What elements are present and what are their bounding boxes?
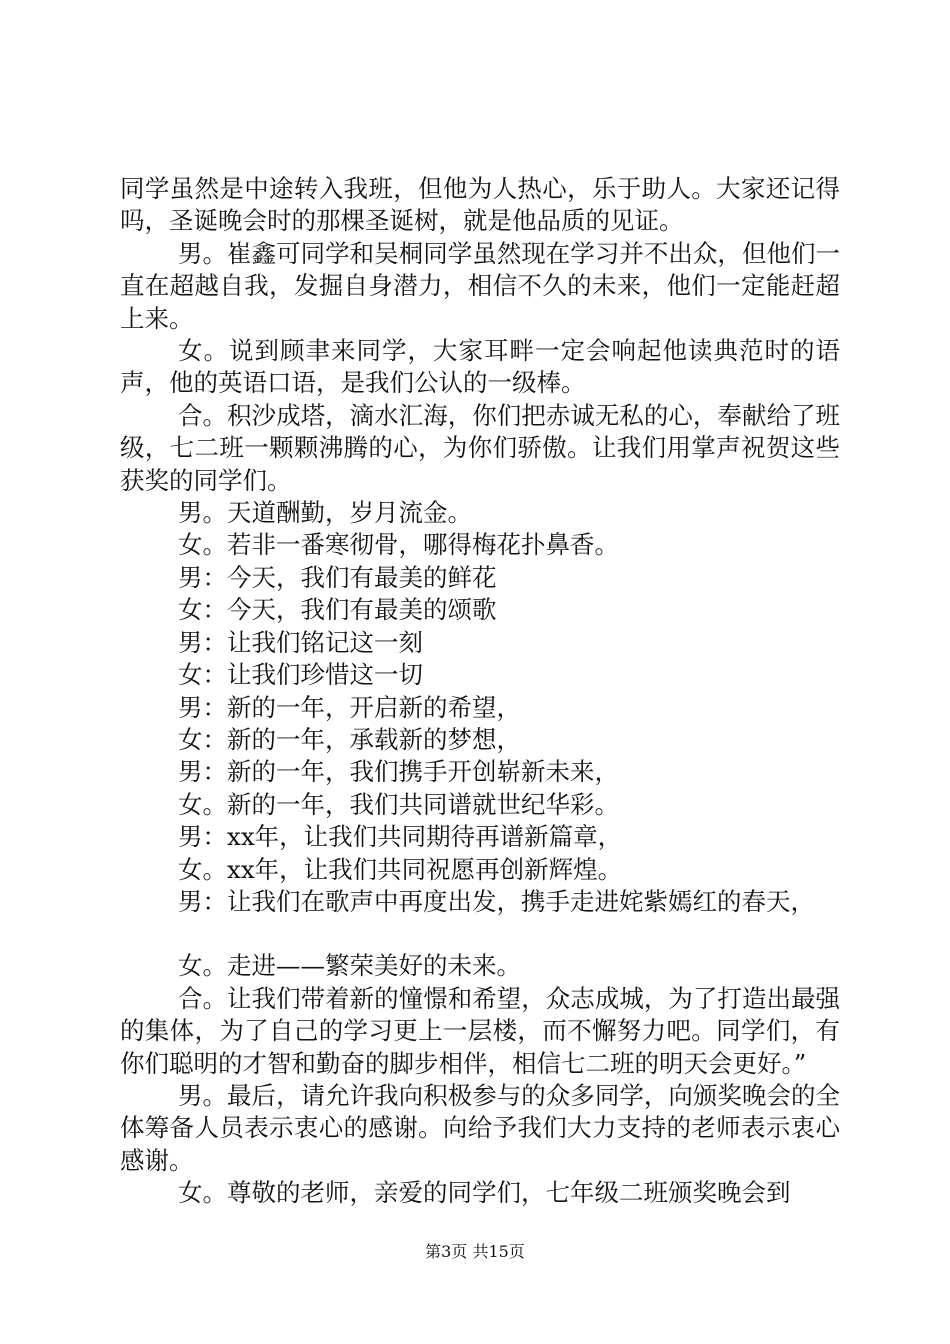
paragraph: 男：让我们铭记这一刻 <box>178 627 423 657</box>
paragraph: 女。新的一年，我们共同谱就世纪华彩。 <box>178 789 619 819</box>
paragraph: 合。让我们带着新的憧憬和希望，众志成城，为了打造出最强的集体，为了自己的学习更上一层楼，而不懈努力吧。同学们，有你们聪明的才智和勤奋的脚步相伴，相信七二班的明天会更好。” <box>120 983 840 1078</box>
paragraph: 男。最后，请允许我向积极参与的众多同学，向颁奖晚会的全体筹备人员表示衷心的感谢。向给予我们大力支持的老师表示衷心感谢。 <box>120 1080 840 1175</box>
paragraph: 男：新的一年，开启新的希望， <box>178 692 521 722</box>
document-body <box>120 173 840 1210</box>
paragraph: 男：新的一年，我们携手开创崭新未来， <box>178 757 619 787</box>
paragraph: 女。说到顾聿来同学，大家耳畔一定会响起他读典范时的语声，他的英语口语，是我们公认的一级棒。 <box>120 336 840 398</box>
paragraph: 女：让我们珍惜这一切 <box>178 660 423 690</box>
paragraph: 男：xx年，让我们共同期待再谱新篇章， <box>178 822 623 852</box>
page-number-footer: 第3页 共15页 <box>425 1242 525 1261</box>
paragraph: 女：今天，我们有最美的颂歌 <box>178 595 497 625</box>
paragraph: 合。积沙成塔，滴水汇海，你们把赤诚无私的心，奉献给了班级，七二班一颗颗沸腾的心，为你们骄傲。让我们用掌声祝贺这些获奖的同学们。 <box>120 400 840 495</box>
paragraph: 同学虽然是中途转入我班，但他为人热心，乐于助人。大家还记得吗，圣诞晚会时的那棵圣诞树，就是他品质的见证。 <box>120 174 840 236</box>
paragraph: 女：新的一年，承载新的梦想， <box>178 724 521 754</box>
paragraph: 女。尊敬的老师，亲爱的同学们，七年级二班颁奖晚会到 <box>178 1178 791 1208</box>
paragraph: 男。崔鑫可同学和吴桐同学虽然现在学习并不出众，但他们一直在超越自我，发掘自身潜力，相信不久的未来，他们一定能赶超上来。 <box>120 238 840 333</box>
paragraph: 女。若非一番寒彻骨，哪得梅花扑鼻香。 <box>178 530 619 560</box>
paragraph: 男：今天，我们有最美的鲜花 <box>178 562 497 592</box>
paragraph: 男：让我们在歌声中再度出发，携手走进姹紫嫣红的春天， <box>178 886 815 916</box>
paragraph: 女。xx年，让我们共同祝愿再创新辉煌。 <box>178 854 623 884</box>
paragraph: 男。天道酬勤，岁月流金。 <box>178 498 472 528</box>
paragraph: 女。走进——繁荣美好的未来。 <box>178 951 521 981</box>
